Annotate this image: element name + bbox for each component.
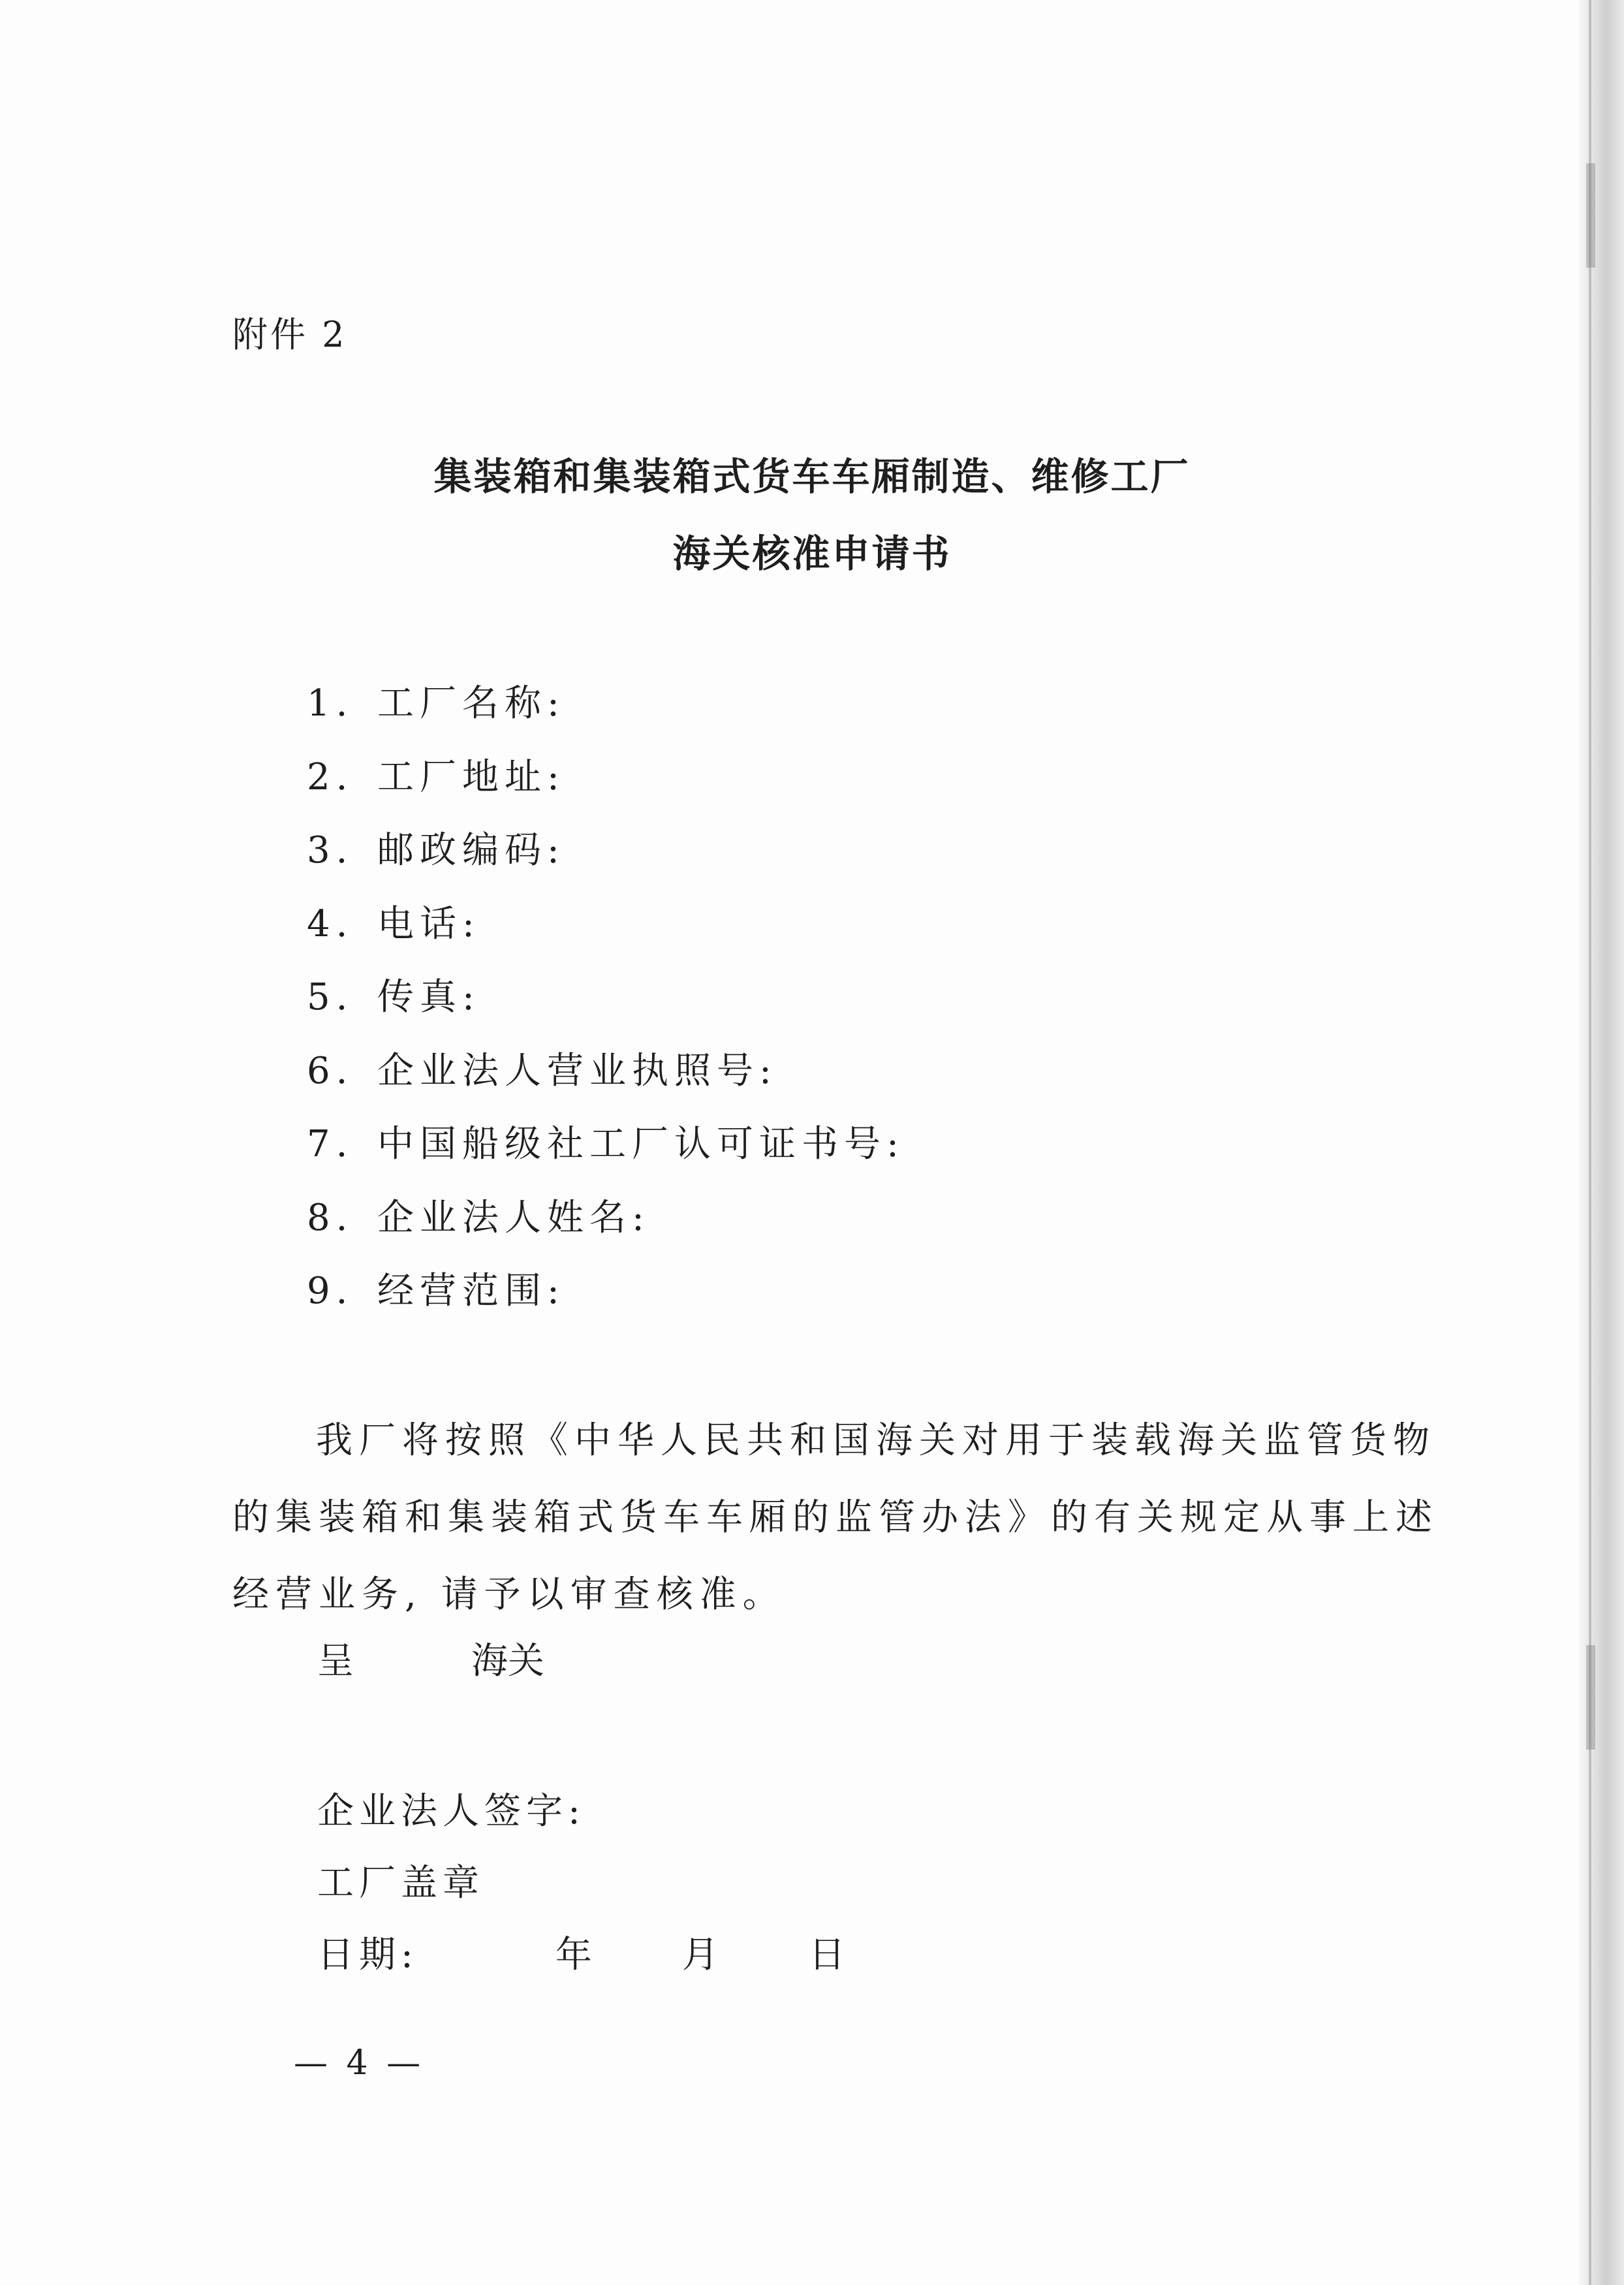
scan-binding-mark (1586, 1645, 1595, 1750)
scan-binding-line (1589, 0, 1591, 2285)
field-label: 企业法人姓名: (377, 1196, 650, 1239)
page-number: — 4 — (294, 2043, 425, 2083)
date-line (317, 1926, 851, 1985)
field-factory-name (307, 678, 905, 751)
field-label: 传真: (377, 976, 480, 1018)
scan-binding-edge (1578, 0, 1624, 2285)
declaration-line-2: 的集装箱和集装箱式货车车厢的监管办法》的有关规定从事上述 (232, 1496, 1439, 1539)
field-business-license-number (307, 1045, 905, 1119)
declaration-line-3: 经营业务, 请予以审查核准。 (232, 1573, 786, 1616)
legal-representative-signature-label: 企业法人签字: (317, 1790, 586, 1833)
year-label: 年 (555, 1934, 597, 1976)
field-number: 2. (307, 755, 354, 798)
month-label: 月 (681, 1934, 724, 1976)
date-label: 日期: (317, 1934, 418, 1976)
field-number: 7. (307, 1123, 354, 1165)
field-telephone (307, 898, 905, 972)
factory-stamp-label: 工厂盖章 (317, 1862, 484, 1904)
field-number: 8. (307, 1196, 354, 1239)
submit-to-suffix: 海关 (471, 1640, 544, 1682)
field-label: 中国船级社工厂认可证书号: (377, 1123, 905, 1165)
field-factory-address (307, 751, 905, 825)
field-postal-code (307, 825, 905, 898)
document-title-line-1: 集装箱和集装箱式货车车厢制造、维修工厂 (433, 454, 1191, 499)
field-number: 1. (307, 682, 354, 725)
day-label: 日 (808, 1934, 851, 1976)
submit-to-line (317, 1632, 544, 1691)
scan-binding-mark (1586, 163, 1595, 268)
field-label: 电话: (377, 902, 480, 945)
field-label: 企业法人营业执照号: (377, 1049, 777, 1092)
field-ccs-certificate-number (307, 1118, 905, 1192)
field-number: 5. (307, 976, 354, 1018)
attachment-label: 附件 2 (232, 314, 347, 355)
field-legal-representative-name (307, 1192, 905, 1266)
field-label: 邮政编码: (377, 829, 565, 872)
document-title-line-2: 海关核准申请书 (672, 531, 952, 576)
submit-to-prefix: 呈 (317, 1640, 354, 1682)
application-field-list (307, 678, 905, 1339)
field-number: 6. (307, 1049, 354, 1092)
field-fax (307, 971, 905, 1045)
field-label: 经营范围: (377, 1270, 565, 1312)
field-label: 工厂名称: (377, 682, 565, 725)
field-number: 4. (307, 902, 354, 945)
field-number: 3. (307, 829, 354, 872)
field-label: 工厂地址: (377, 755, 565, 798)
field-business-scope (307, 1265, 905, 1339)
field-number: 9. (307, 1270, 354, 1312)
declaration-line-1: 我厂将按照《中华人民共和国海关对用于装载海关监管货物 (316, 1419, 1436, 1462)
